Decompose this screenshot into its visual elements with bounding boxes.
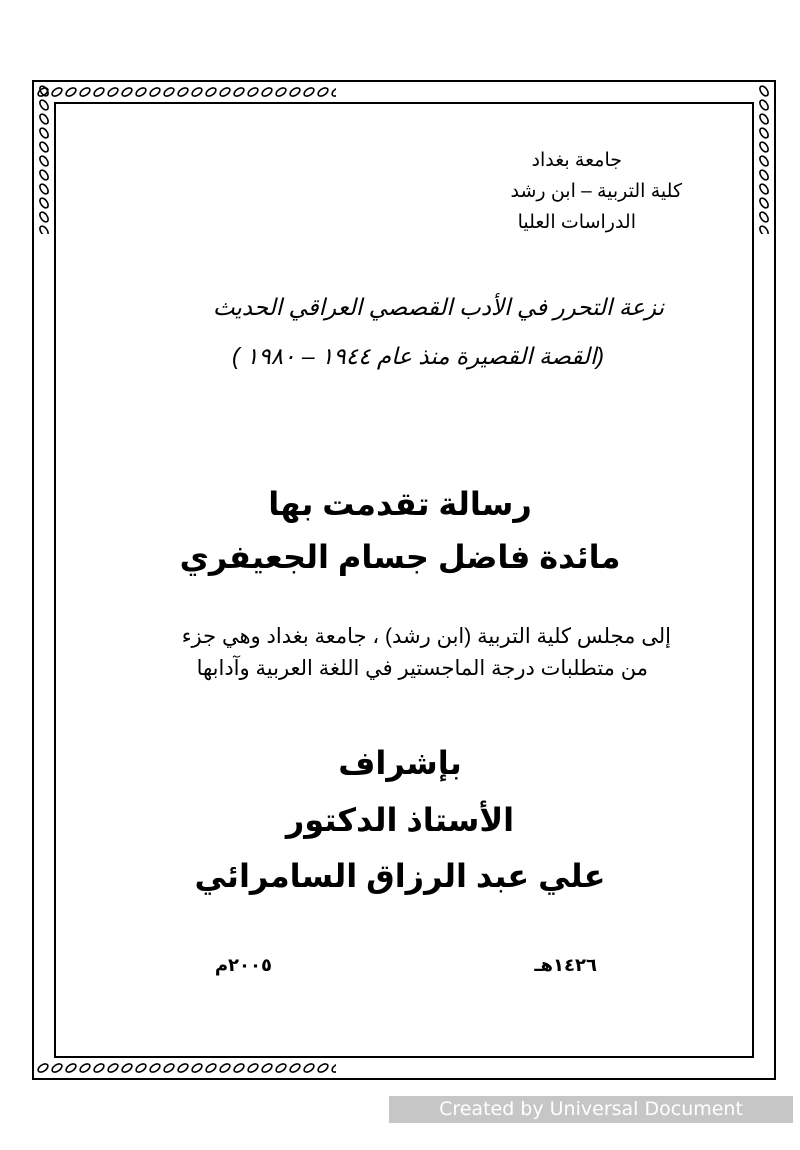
- thesis-subtitle: (القصة القصيرة منذ عام ١٩٤٤ – ١٩٨٠ ): [232, 343, 604, 369]
- supervisor-name: علي عبد الرزاق السامرائي: [194, 858, 606, 894]
- supervision-label: بإشراف: [338, 745, 462, 781]
- college-name: كلية التربية – ابن رشد: [510, 181, 682, 202]
- department-name: الدراسات العليا: [517, 212, 636, 233]
- submission-line-1: إلى مجلس كلية التربية (ابن رشد) ، جامعة بغداد وهي جزء: [181, 625, 671, 648]
- chain-border-top: [36, 84, 336, 100]
- thesis-title: نزعة التحرر في الأدب القصصي العراقي الحديث: [212, 294, 664, 320]
- chain-border-bottom: [36, 1060, 336, 1076]
- chain-border-left: [36, 84, 52, 234]
- converter-watermark: Created by Universal Document Converter: [389, 1096, 793, 1123]
- inner-border: [54, 102, 754, 1058]
- decorative-border: [32, 80, 776, 1080]
- submission-intro: رسالة تقدمت بها: [268, 486, 532, 522]
- author-name: مائدة فاضل جسام الجعيفري: [179, 539, 621, 575]
- hijri-date: ١٤٢٦هـ: [534, 955, 597, 975]
- gregorian-date: ٢٠٠٥م: [214, 955, 272, 975]
- university-name: جامعة بغداد: [531, 150, 622, 171]
- chain-border-right: [756, 84, 772, 234]
- supervisor-rank: الأستاذ الدكتور: [285, 802, 515, 838]
- submission-line-2: من متطلبات درجة الماجستير في اللغة العربية وآدابها: [196, 657, 648, 680]
